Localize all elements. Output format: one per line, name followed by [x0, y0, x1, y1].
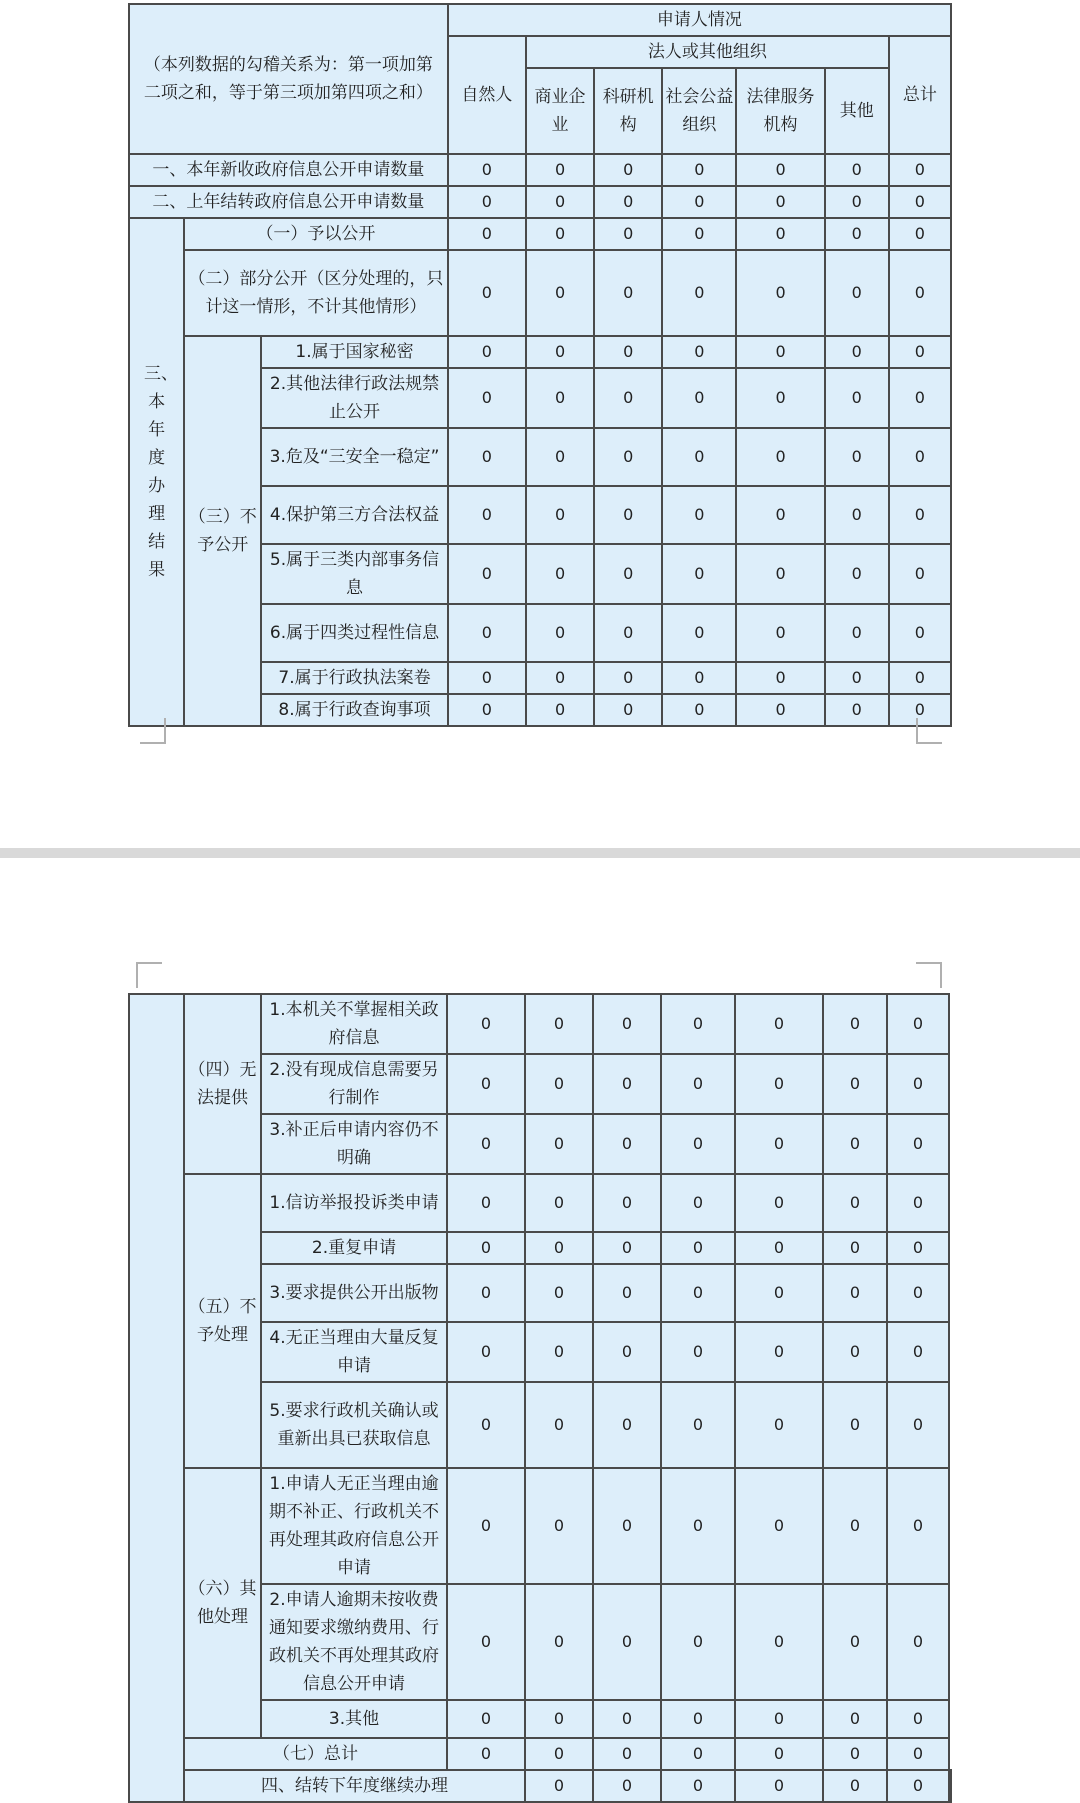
cell-value: 0	[662, 368, 736, 428]
cell-value: 0	[448, 604, 526, 662]
cell-value: 0	[525, 1738, 593, 1770]
cell-value: 0	[448, 336, 526, 368]
cell-value: 0	[525, 1584, 593, 1700]
cell-value: 0	[448, 368, 526, 428]
cell-value: 0	[736, 486, 824, 544]
cell-value: 0	[594, 662, 662, 694]
cell-value: 0	[593, 1584, 661, 1700]
page-bottom	[0, 880, 1080, 1795]
cell-value: 0	[823, 1700, 887, 1738]
cell-value: 0	[735, 1174, 823, 1232]
cell-value: 0	[594, 694, 662, 726]
cell-value: 0	[662, 218, 736, 250]
cell-value: 0	[594, 428, 662, 486]
cell-value: 0	[661, 1700, 735, 1738]
cell-value: 0	[887, 994, 949, 1054]
cell-value: 0	[448, 186, 526, 218]
cell-value: 0	[447, 1382, 525, 1468]
row-label: 2.没有现成信息需要另行制作	[261, 1054, 447, 1114]
row-label: 4.无正当理由大量反复申请	[261, 1322, 447, 1382]
cell-value: 0	[593, 1174, 661, 1232]
cell-value: 0	[448, 218, 526, 250]
cell-value: 0	[447, 1584, 525, 1700]
cell-value: 0	[662, 186, 736, 218]
cell-value: 0	[825, 154, 889, 186]
row-label: （七）总计	[184, 1738, 447, 1770]
row-label: 3.其他	[261, 1700, 447, 1738]
cell-value: 0	[736, 336, 824, 368]
cell-value: 0	[447, 1700, 525, 1738]
cell-value: 0	[823, 1738, 887, 1770]
row-label: 1.属于国家秘密	[261, 336, 447, 368]
crop-mark	[916, 718, 942, 744]
cell-value: 0	[735, 1322, 823, 1382]
cell-value: 0	[823, 1468, 887, 1584]
cell-value: 0	[825, 336, 889, 368]
cell-value: 0	[889, 604, 951, 662]
cell-value: 0	[825, 218, 889, 250]
cell-value: 0	[525, 1382, 593, 1468]
cell-value: 0	[736, 218, 824, 250]
row-label: 2.重复申请	[261, 1232, 447, 1264]
cell-value: 0	[823, 1382, 887, 1468]
row-label: 1.申请人无正当理由逾期不补正、行政机关不再处理其政府信息公开申请	[261, 1468, 447, 1584]
section-three-continued	[129, 994, 184, 1802]
cell-value: 0	[823, 1264, 887, 1322]
cell-value: 0	[889, 694, 951, 726]
cell-value: 0	[447, 994, 525, 1054]
cell-value: 0	[593, 1264, 661, 1322]
cell-value: 0	[594, 368, 662, 428]
cell-value: 0	[823, 1174, 887, 1232]
cell-value: 0	[736, 662, 824, 694]
cell-value: 0	[823, 994, 887, 1054]
cell-value: 0	[525, 1114, 593, 1174]
cell-value: 0	[735, 1232, 823, 1264]
cell-value: 0	[889, 218, 951, 250]
cell-value: 0	[525, 1264, 593, 1322]
cell-value: 0	[887, 1584, 949, 1700]
cell-value: 0	[594, 544, 662, 604]
cell-value: 0	[448, 154, 526, 186]
cell-value: 0	[889, 368, 951, 428]
cell-value: 0	[661, 994, 735, 1054]
header-note: （本列数据的勾稽关系为：第一项加第二项之和，等于第三项加第四项之和）	[129, 4, 448, 154]
cell-value: 0	[736, 368, 824, 428]
cell-value: 0	[662, 154, 736, 186]
cell-value: 0	[889, 154, 951, 186]
row-label: 6.属于四类过程性信息	[261, 604, 447, 662]
cell-value: 0	[525, 994, 593, 1054]
row-label: （一）予以公开	[184, 218, 448, 250]
row-label: 二、上年结转政府信息公开申请数量	[129, 186, 448, 218]
cell-value: 0	[825, 694, 889, 726]
cell-value: 0	[735, 1382, 823, 1468]
cell-value: 0	[593, 1700, 661, 1738]
crop-mark	[140, 718, 166, 744]
cell-value: 0	[736, 544, 824, 604]
cell-value: 0	[593, 1738, 661, 1770]
cell-value: 0	[593, 1770, 661, 1802]
row-label: 4.保护第三方合法权益	[261, 486, 447, 544]
cell-value: 0	[594, 186, 662, 218]
cell-value: 0	[735, 1770, 823, 1802]
row-label: 1.信访举报投诉类申请	[261, 1174, 447, 1232]
cell-value: 0	[661, 1054, 735, 1114]
cell-value: 0	[736, 186, 824, 218]
cell-value: 0	[887, 1468, 949, 1584]
cell-value: 0	[525, 1174, 593, 1232]
cell-value: 0	[825, 250, 889, 336]
cell-value: 0	[593, 1114, 661, 1174]
row-label: 2.其他法律行政法规禁止公开	[261, 368, 447, 428]
group-label: （五）不予处理	[184, 1174, 261, 1468]
cell-value: 0	[448, 662, 526, 694]
cell-value: 0	[735, 1114, 823, 1174]
cell-value: 0	[736, 154, 824, 186]
cell-value	[949, 1770, 951, 1802]
cell-value: 0	[823, 1770, 887, 1802]
cell-value: 0	[447, 1174, 525, 1232]
group-label: （四）无法提供	[184, 994, 261, 1174]
cell-value: 0	[823, 1322, 887, 1382]
cell-value: 0	[662, 486, 736, 544]
row-label: 3.危及“三安全一稳定”	[261, 428, 447, 486]
cell-value: 0	[661, 1174, 735, 1232]
cell-value: 0	[662, 544, 736, 604]
cell-value: 0	[526, 428, 594, 486]
cell-value: 0	[526, 694, 594, 726]
cell-value: 0	[736, 428, 824, 486]
row-label: 3.要求提供公开出版物	[261, 1264, 447, 1322]
cell-value: 0	[526, 186, 594, 218]
cell-value: 0	[823, 1054, 887, 1114]
cell-value: 0	[735, 994, 823, 1054]
cell-value: 0	[661, 1738, 735, 1770]
cell-value: 0	[887, 1700, 949, 1738]
cell-value: 0	[593, 994, 661, 1054]
crop-mark	[136, 962, 162, 988]
section-three-label: 三、本年度办理结果	[129, 218, 184, 726]
cell-value: 0	[662, 428, 736, 486]
cell-value: 0	[662, 662, 736, 694]
cell-value: 0	[526, 544, 594, 604]
cell-value: 0	[735, 1264, 823, 1322]
cell-value: 0	[526, 368, 594, 428]
cell-value: 0	[661, 1584, 735, 1700]
cell-value: 0	[447, 1738, 525, 1770]
cell-value: 0	[594, 218, 662, 250]
cell-value: 0	[594, 250, 662, 336]
cell-value: 0	[661, 1322, 735, 1382]
row-label: 8.属于行政查询事项	[261, 694, 447, 726]
col-header: 其他	[825, 68, 889, 154]
row-label: 四、结转下年度继续办理	[184, 1770, 525, 1802]
cell-value: 0	[736, 250, 824, 336]
cell-value: 0	[735, 1584, 823, 1700]
row-label: 一、本年新收政府信息公开申请数量	[129, 154, 448, 186]
cell-value: 0	[735, 1468, 823, 1584]
cell-value: 0	[823, 1584, 887, 1700]
cell-value: 0	[593, 1054, 661, 1114]
cell-value: 0	[823, 1232, 887, 1264]
cell-value: 0	[448, 428, 526, 486]
cell-value: 0	[825, 604, 889, 662]
row-label: 1.本机关不掌握相关政府信息	[261, 994, 447, 1054]
cell-value: 0	[593, 1322, 661, 1382]
cell-value: 0	[889, 428, 951, 486]
row-label: （二）部分公开（区分处理的，只计这一情形，不计其他情形）	[184, 250, 448, 336]
cell-value: 0	[447, 1322, 525, 1382]
cell-value: 0	[594, 154, 662, 186]
row-label: 5.属于三类内部事务信息	[261, 544, 447, 604]
stats-table-top	[128, 3, 952, 727]
cell-value: 0	[825, 544, 889, 604]
cell-value: 0	[887, 1738, 949, 1770]
cell-value: 0	[662, 694, 736, 726]
cell-value: 0	[825, 428, 889, 486]
row-label: 7.属于行政执法案卷	[261, 662, 447, 694]
cell-value: 0	[594, 604, 662, 662]
cell-value: 0	[526, 662, 594, 694]
col-header: 商业企业	[526, 68, 594, 154]
cell-value: 0	[887, 1232, 949, 1264]
cell-value: 0	[525, 1468, 593, 1584]
cell-value: 0	[661, 1468, 735, 1584]
stats-table-bottom	[128, 993, 952, 1803]
cell-value: 0	[525, 1770, 593, 1802]
cell-value: 0	[887, 1174, 949, 1232]
cell-value: 0	[525, 1054, 593, 1114]
cell-value: 0	[593, 1232, 661, 1264]
cell-value: 0	[661, 1264, 735, 1322]
cell-value: 0	[825, 662, 889, 694]
row-label: 5.要求行政机关确认或重新出具已获取信息	[261, 1382, 447, 1468]
cell-value: 0	[594, 336, 662, 368]
col-header: 社会公益组织	[662, 68, 736, 154]
cell-value: 0	[448, 544, 526, 604]
cell-value: 0	[887, 1382, 949, 1468]
cell-value: 0	[525, 1232, 593, 1264]
cell-value: 0	[525, 1322, 593, 1382]
cell-value: 0	[448, 250, 526, 336]
cell-value: 0	[889, 186, 951, 218]
cell-value: 0	[525, 1700, 593, 1738]
cell-value: 0	[889, 544, 951, 604]
col-header: 自然人	[448, 36, 526, 154]
group-label: （三）不予公开	[184, 336, 261, 726]
cell-value: 0	[825, 186, 889, 218]
cell-value: 0	[594, 486, 662, 544]
cell-value: 0	[447, 1468, 525, 1584]
row-label: 2.申请人逾期未按收费通知要求缴纳费用、行政机关不再处理其政府信息公开申请	[261, 1584, 447, 1700]
crop-mark	[916, 962, 942, 988]
cell-value: 0	[448, 694, 526, 726]
col-header: 法律服务机构	[736, 68, 824, 154]
cell-value: 0	[661, 1232, 735, 1264]
cell-value: 0	[593, 1382, 661, 1468]
cell-value: 0	[735, 1700, 823, 1738]
col-header: 科研机构	[594, 68, 662, 154]
cell-value: 0	[736, 604, 824, 662]
cell-value: 0	[526, 218, 594, 250]
cell-value: 0	[526, 336, 594, 368]
header-legal-group: 法人或其他组织	[526, 36, 889, 68]
cell-value: 0	[593, 1468, 661, 1584]
cell-value: 0	[662, 250, 736, 336]
header-applicant: 申请人情况	[448, 4, 951, 36]
cell-value: 0	[526, 604, 594, 662]
cell-value: 0	[661, 1770, 735, 1802]
cell-value: 0	[823, 1114, 887, 1174]
cell-value: 0	[447, 1232, 525, 1264]
cell-value: 0	[448, 486, 526, 544]
cell-value: 0	[825, 486, 889, 544]
cell-value: 0	[887, 1770, 949, 1802]
cell-value: 0	[887, 1264, 949, 1322]
cell-value: 0	[526, 154, 594, 186]
cell-value: 0	[736, 694, 824, 726]
cell-value: 0	[735, 1738, 823, 1770]
cell-value: 0	[887, 1054, 949, 1114]
page-top	[0, 0, 1080, 840]
cell-value: 0	[825, 368, 889, 428]
cell-value: 0	[889, 486, 951, 544]
cell-value: 0	[447, 1114, 525, 1174]
cell-value: 0	[889, 250, 951, 336]
cell-value: 0	[447, 1054, 525, 1114]
cell-value: 0	[889, 336, 951, 368]
col-header: 总计	[889, 36, 951, 154]
page-separator	[0, 848, 1080, 858]
cell-value: 0	[887, 1322, 949, 1382]
cell-value: 0	[662, 604, 736, 662]
cell-value: 0	[662, 336, 736, 368]
cell-value: 0	[887, 1114, 949, 1174]
cell-value: 0	[661, 1114, 735, 1174]
cell-value: 0	[889, 662, 951, 694]
cell-value: 0	[526, 486, 594, 544]
cell-value: 0	[447, 1264, 525, 1322]
cell-value: 0	[526, 250, 594, 336]
cell-value: 0	[661, 1382, 735, 1468]
cell-value: 0	[735, 1054, 823, 1114]
group-label: （六）其他处理	[184, 1468, 261, 1738]
row-label: 3.补正后申请内容仍不明确	[261, 1114, 447, 1174]
